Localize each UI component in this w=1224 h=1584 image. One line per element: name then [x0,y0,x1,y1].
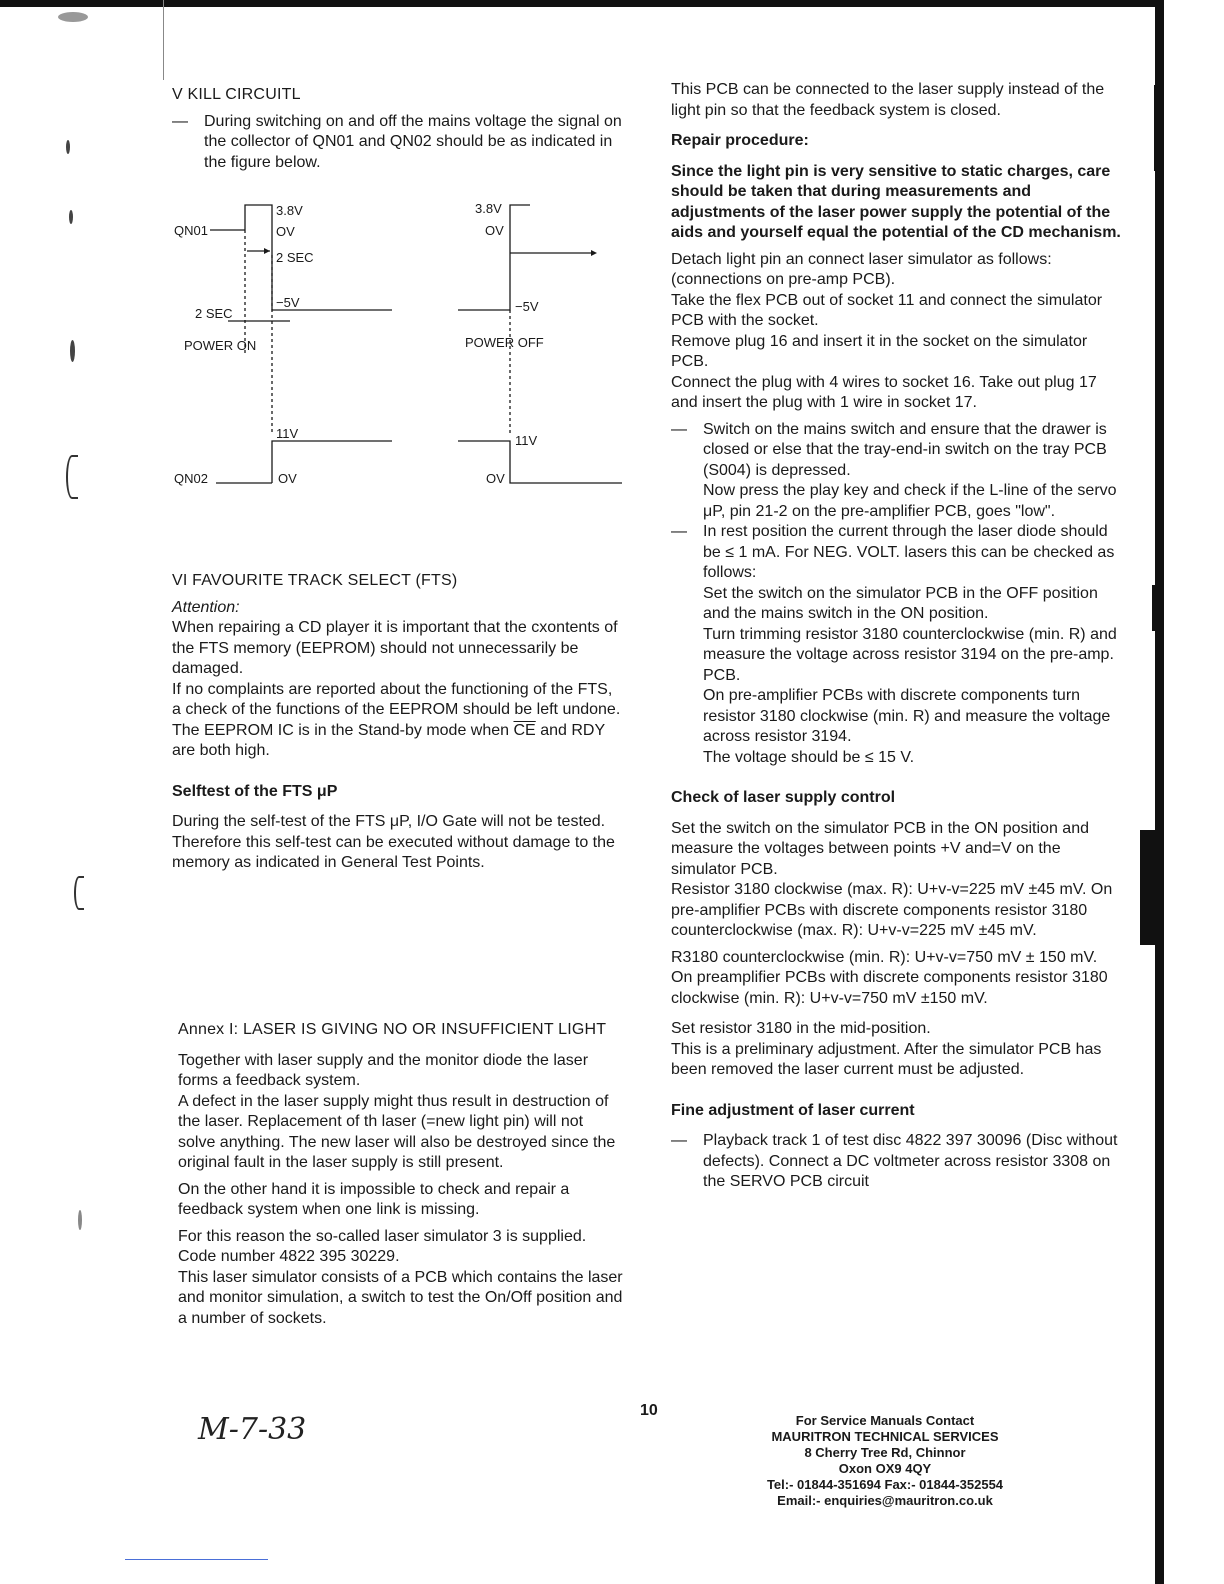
contact-line: 8 Cherry Tree Rd, Chinnor [804,1445,966,1460]
fts-standby-text-end: and RDY are both high. [172,721,605,759]
dash-bullet: — [671,420,687,438]
switch-on-body [703,420,1123,523]
fts-paragraph [172,721,622,762]
fts-heading: VI FAVOURITE TRACK SELECT (FTS) [172,572,458,589]
dash-bullet: — [671,523,687,540]
handwritten-signature: M-7-33 [198,1412,307,1447]
dash-bullet: — [172,112,188,130]
label-0v-bottom-left: OV [278,471,297,486]
annex-paragraph: A defect in the laser supply might thus result in destruction of the laser. Replacement of th laser (=new light pin) will not solve anything. The new laser will also be destroyed since the original fault in the laser supply is still present. [178,1092,616,1171]
bottom-rule [125,1559,268,1560]
selftest-paragraph: During the self-test of the FTS μP, I/O Gate will not be tested. [172,813,606,830]
contact-line: Email:- enquiries@mauritron.co.uk [777,1493,993,1508]
static-warning: Since the light pin is very sensitive to static charges, care should be taken that during measurements and adjustments of the laser power supply the potential of the aids and yourself equal the potential of the CD mechanism. [671,162,1121,241]
scan-speck [74,876,84,910]
arrow-head [591,250,597,256]
check-paragraph: Set the switch on the simulator PCB in the ON position and measure the voltages between points +V and=V on the simulator PCB. [671,819,1089,878]
page-number: 10 [640,1402,658,1419]
scan-edge-mark [1154,85,1164,171]
scan-margin-line [163,0,164,80]
left-column-fts [172,571,622,874]
selftest-paragraph: Therefore this self-test can be executed without damage to the memory as indicated in General Test Points. [172,833,615,871]
annex-paragraph: For this reason the so-called laser simulator 3 is supplied. Code number 4822 395 30229. [178,1227,587,1265]
check-paragraph: Resistor 3180 clockwise (max. R): U+v-v=225 mV ±45 mV. On pre-amplifier PCBs with discrete components resistor 3180 counterclockwise (max. R): U+v-v=225 mV ±45 mV. [671,881,1113,939]
contact-line: For Service Manuals Contact [795,1413,975,1428]
fine-heading: Fine adjustment of laser current [671,1101,915,1119]
label-qn01: QN01 [174,223,208,238]
kill-circuit-heading: V KILL CIRCUITL [172,86,301,103]
rest-position-item [671,522,1123,768]
label-11v-left: 11V [276,426,299,441]
label-qn02: QN02 [174,471,208,486]
repair-heading: Repair procedure: [671,132,809,149]
fts-paragraph: If no complaints are reported about the functioning of the FTS, a check of the functions of the EEPROM should be left undone. [172,680,621,718]
switch-on-text: Switch on the mains switch and ensure that the drawer is closed or else that the tray-end-in switch on the tray PCB (S004) is depressed. [703,420,1107,479]
label-neg5v-left: −5V [276,295,300,310]
label-power-off: POWER OFF [465,335,544,350]
fine-adjust-text: Playback track 1 of test disc 4822 397 30096 (Disc without defects). Connect a DC voltmeter across resistor 3308 on the SERVO PCB circuit [703,1132,1118,1190]
rest-position-text: In rest position the current through the laser diode should be ≤ 1 mA. For NEG. VOLT. lasers this can be checked as follows: [703,523,1115,581]
power-off-waveform-top [510,205,530,230]
detach-step: Take the flex PCB out of socket 11 and connect the simulator PCB with the socket. [671,291,1103,329]
rest-position-text: Turn trimming resistor 3180 counterclockwise (min. R) and measure the voltage across resistor 3194 on the pre-amp. PCB. [703,625,1117,684]
check-paragraph: This is a preliminary adjustment. After the simulator PCB has been removed the laser current must be adjusted. [671,1040,1102,1078]
scan-speck [66,140,70,154]
qn01-waveform [245,205,392,310]
rest-position-body [703,522,1123,768]
scan-edge-mark [1152,585,1162,631]
check-paragraph: Set resistor 3180 in the mid-position. [671,1020,931,1037]
scan-speck [78,1210,82,1230]
right-column [671,80,1123,1193]
kill-circuit-text: During switching on and off the mains voltage the signal on the collector of QN01 and QN02 should be as indicated in the figure below. [204,112,622,171]
left-column-top [172,85,622,173]
dash-bullet: — [671,1132,687,1149]
label-neg5v-right: −5V [515,299,539,314]
left-column-annex [178,1020,624,1329]
scan-edge-mark [1140,830,1164,945]
annex-paragraph: This laser simulator consists of a PCB which contains the laser and monitor simulation, a switch to test the On/Off position and a number of sockets. [178,1268,623,1327]
detach-step: Connect the plug with 4 wires to socket 16. Take out plug 17 and insert the plug with 1 wire in socket 17. [671,373,1097,411]
attention-label: Attention: [172,598,240,616]
switch-on-item [671,420,1123,523]
contact-block [760,1413,1010,1509]
annex-heading: Annex I: LASER IS GIVING NO OR INSUFFICIENT LIGHT [178,1021,607,1038]
scan-speck [66,455,78,499]
play-key-text: Now press the play key and check if the L-line of the servo μP, pin 21-2 on the pre-amplifier PCB, goes "low". [703,482,1117,520]
label-0v-bottom-right: OV [486,471,505,486]
annex-paragraph: Together with laser supply and the monitor diode the laser forms a feedback system. [178,1051,589,1089]
power-off-waveform-bottom [458,441,622,483]
check-paragraph: On preamplifier PCBs with discrete components resistor 3180 clockwise (min. R): U+v-v=750 mV ±150 mV. [671,969,1108,1007]
rest-position-text: Set the switch on the simulator PCB in the OFF position and the mains switch in the ON position. [703,584,1098,622]
power-off-neg-line [458,230,510,310]
detach-step: Detach light pin an connect laser simulator as follows: (connections on pre-amp PCB). [671,250,1052,288]
fine-adjust-item [671,1131,1123,1193]
annex-paragraph: On the other hand it is impossible to check and repair a feedback system when one link is missing. [178,1180,570,1218]
selftest-heading: Selftest of the FTS μP [172,782,338,800]
label-11v-right: 11V [515,433,538,448]
kill-circuit-item [172,112,622,174]
rest-position-text: The voltage should be ≤ 15 V. [703,748,915,766]
label-38v-left: 3.8V [276,203,303,218]
label-0v-right: OV [485,223,504,238]
scan-top-border [0,0,1163,7]
ce-signal: $\overline{CE}$ [513,721,536,739]
scan-speck [69,210,73,224]
contact-line: MAURITRON TECHNICAL SERVICES [771,1429,999,1444]
scan-right-border [1155,0,1164,1584]
rest-position-text: On pre-amplifier PCBs with discrete components turn resistor 3180 clockwise (min. R) and measure the voltage across resistor 3194. [703,687,1111,745]
fts-paragraph: When repairing a CD player it is important that the cxontents of the FTS memory (EEPROM) should not unnecessarily be damaged. [172,619,618,677]
kill-circuit-diagram [170,195,630,495]
label-power-on: POWER ON [184,338,257,353]
label-38v-right: 3.8V [475,201,502,216]
arrow-head [264,248,270,254]
label-2sec-left: 2 SEC [195,306,233,321]
label-0v-left: OV [276,224,295,239]
intro-paragraph: This PCB can be connected to the laser supply instead of the light pin so that the feedback system is closed. [671,81,1105,119]
scan-speck [70,340,75,362]
contact-line: Oxon OX9 4QY [838,1461,932,1476]
scan-speck [58,12,88,22]
check-heading: Check of laser supply control [671,789,896,806]
check-paragraph: R3180 counterclockwise (min. R): U+v-v=750 mV ± 150 mV. [671,948,1098,966]
contact-line: Tel:- 01844-351694 Fax:- 01844-352554 [766,1477,1004,1492]
label-2sec: 2 SEC [276,250,314,265]
fts-standby-text: The EEPROM IC is in the Stand-by mode when [172,721,510,739]
detach-step: Remove plug 16 and insert it in the socket on the simulator PCB. [671,332,1088,370]
